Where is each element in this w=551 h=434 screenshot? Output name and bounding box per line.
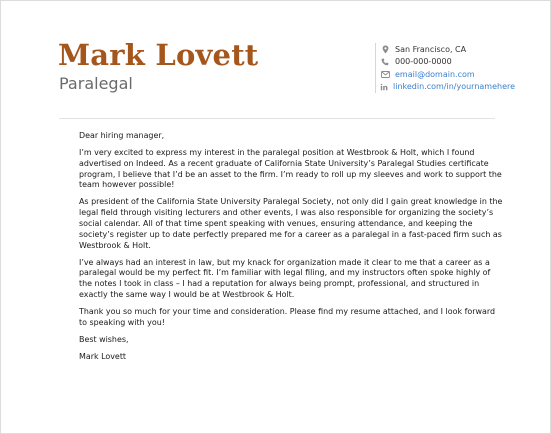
applicant-name: Mark Lovett xyxy=(58,38,259,72)
contact-block xyxy=(375,43,516,93)
contact-linkedin[interactable] xyxy=(380,81,516,94)
phone-icon xyxy=(380,57,390,67)
closing: Best wishes, xyxy=(79,334,129,344)
contact-location-text: San Francisco, CA xyxy=(395,44,467,54)
contact-location xyxy=(380,43,510,56)
letter-body xyxy=(79,131,505,369)
linkedin-icon xyxy=(380,82,388,92)
envelope-icon xyxy=(380,69,390,79)
email-link[interactable]: email@domain.com xyxy=(395,69,475,79)
linkedin-link[interactable]: linkedin.com/in/yournamehere xyxy=(393,82,516,92)
signature: Mark Lovett xyxy=(79,351,127,361)
contact-phone xyxy=(380,56,510,69)
header-divider xyxy=(59,118,495,119)
paragraph-interest: I’ve always had an interest in law, but my knack for organization made it clear to me that a career as a paralegal would be my perfect fit. I’m familiar with legal filing, and my instructors often spoke highly of the notes I took in class – I had a reputation for always being prompt, professional, and structured in exactly the same way I would be at Westbrook & Holt. xyxy=(79,257,491,299)
contact-email[interactable] xyxy=(380,68,510,81)
greeting: Dear hiring manager, xyxy=(79,131,165,140)
job-title: Paralegal xyxy=(59,74,133,93)
paragraph-experience: As president of the California State University Paralegal Society, not only did I gain great knowledge in the legal field through visiting lecturers and other events, I was also responsible for organizing the society’s social calendar. All of that time spent speaking with venues, ensuring attendance, and keeping the society’s register up to date perfectly prepared me for a career as a paralegal in a fast-paced firm such as Westbrook & Holt. xyxy=(79,197,503,250)
paragraph-intro: I’m very excited to express my interest in the paralegal position at Westbrook & Holt, which I found advertised on Indeed. As a recent graduate of California State University’s Paralegal Studies certificate program, I believe that I’d be an asset to the firm. I’m ready to roll up my sleeves and work to support the team however possible! xyxy=(79,147,502,190)
contact-phone-text: 000-000-0000 xyxy=(395,57,452,67)
paragraph-thanks: Thank you so much for your time and consideration. Please find my resume attached, and I look forward to speaking with you! xyxy=(79,306,496,327)
location-pin-icon xyxy=(380,44,390,54)
